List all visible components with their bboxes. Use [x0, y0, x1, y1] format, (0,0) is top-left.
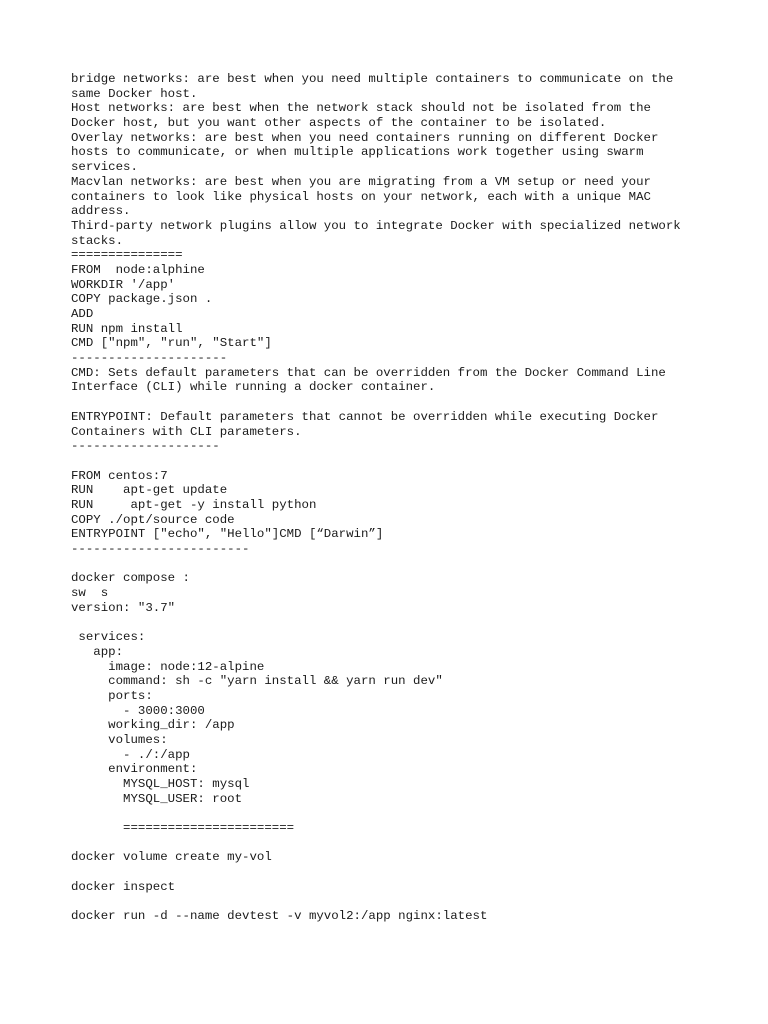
- text-line: stacks.: [71, 233, 124, 248]
- text-line: volumes:: [71, 732, 168, 747]
- text-line: ADD: [71, 307, 94, 321]
- text-line: docker inspect: [71, 879, 176, 894]
- text-line: Interface (CLI) while running a docker container.: [71, 380, 436, 395]
- blank-line: [71, 395, 731, 410]
- blank-line: [71, 454, 731, 469]
- blank-line: [71, 836, 731, 851]
- text-line: app:: [71, 644, 124, 659]
- text-line: ENTRYPOINT: Default parameters that cannot be overridden while executing Docker: [71, 409, 659, 424]
- text-line: --------------------: [71, 439, 220, 454]
- document-text: [71, 72, 731, 924]
- text-line: address.: [71, 204, 131, 219]
- text-line: hosts to communicate, or when multiple applications work together using swarm: [71, 145, 644, 160]
- text-line: COPY ./opt/source code: [71, 512, 235, 527]
- blank-line: [71, 557, 731, 572]
- text-line: Third-party network plugins allow you to integrate Docker with specialized network: [71, 218, 681, 233]
- text-line: =======================: [71, 821, 295, 836]
- text-line: Docker host, but you want other aspects of the container to be isolated.: [71, 116, 607, 131]
- blank-line: [71, 895, 731, 910]
- text-line: MYSQL_USER: root: [71, 791, 243, 806]
- text-line: ports:: [71, 688, 153, 703]
- text-line: services.: [71, 160, 138, 175]
- text-line: bridge networks: are best when you need multiple containers to communicate on the: [71, 72, 674, 86]
- text-line: same Docker host.: [71, 86, 198, 101]
- text-line: sw s: [71, 586, 109, 601]
- text-line: docker compose :: [71, 571, 190, 586]
- text-line: CMD ["npm", "run", "Start"]: [71, 336, 272, 351]
- text-line: docker run -d --name devtest -v myvol2:/app nginx:latest: [71, 909, 488, 924]
- text-line: WORKDIR '/app': [71, 277, 176, 292]
- text-line: RUN npm install: [71, 321, 183, 336]
- text-line: command: sh -c "yarn install && yarn run dev": [71, 674, 443, 689]
- text-line: ---------------------: [71, 351, 228, 366]
- text-line: COPY package.json .: [71, 292, 213, 307]
- blank-line: [71, 806, 731, 821]
- text-line: Overlay networks: are best when you need containers running on different Docker: [71, 130, 659, 145]
- text-line: environment:: [71, 762, 198, 777]
- text-line: Host networks: are best when the network stack should not be isolated from the: [71, 101, 651, 116]
- text-line: MYSQL_HOST: mysql: [71, 777, 250, 791]
- text-line: CMD: Sets default parameters that can be overridden from the Docker Command Line: [71, 365, 666, 380]
- text-line: working_dir: /app: [71, 718, 235, 733]
- text-line: RUN apt-get update: [71, 483, 228, 498]
- blank-line: [71, 865, 731, 880]
- text-line: docker volume create my-vol: [71, 850, 272, 865]
- text-line: RUN apt-get -y install python: [71, 497, 317, 512]
- text-line: - 3000:3000: [71, 703, 205, 718]
- blank-line: [71, 615, 731, 630]
- text-line: Containers with CLI parameters.: [71, 424, 302, 439]
- text-line: - ./:/app: [71, 747, 190, 762]
- text-line: Macvlan networks: are best when you are migrating from a VM setup or need your: [71, 174, 651, 189]
- text-line: services:: [71, 630, 146, 645]
- text-line: image: node:12-alpine: [71, 659, 265, 674]
- text-line: version: "3.7": [71, 600, 176, 615]
- text-line: ------------------------: [71, 542, 250, 556]
- text-line: ENTRYPOINT ["echo", "Hello"]CMD [“Darwin”]: [71, 527, 384, 542]
- text-line: FROM centos:7: [71, 468, 168, 483]
- text-line: containers to look like physical hosts on your network, each with a unique MAC: [71, 189, 651, 204]
- text-line: ===============: [71, 248, 183, 263]
- text-line: FROM node:alphine: [71, 262, 205, 277]
